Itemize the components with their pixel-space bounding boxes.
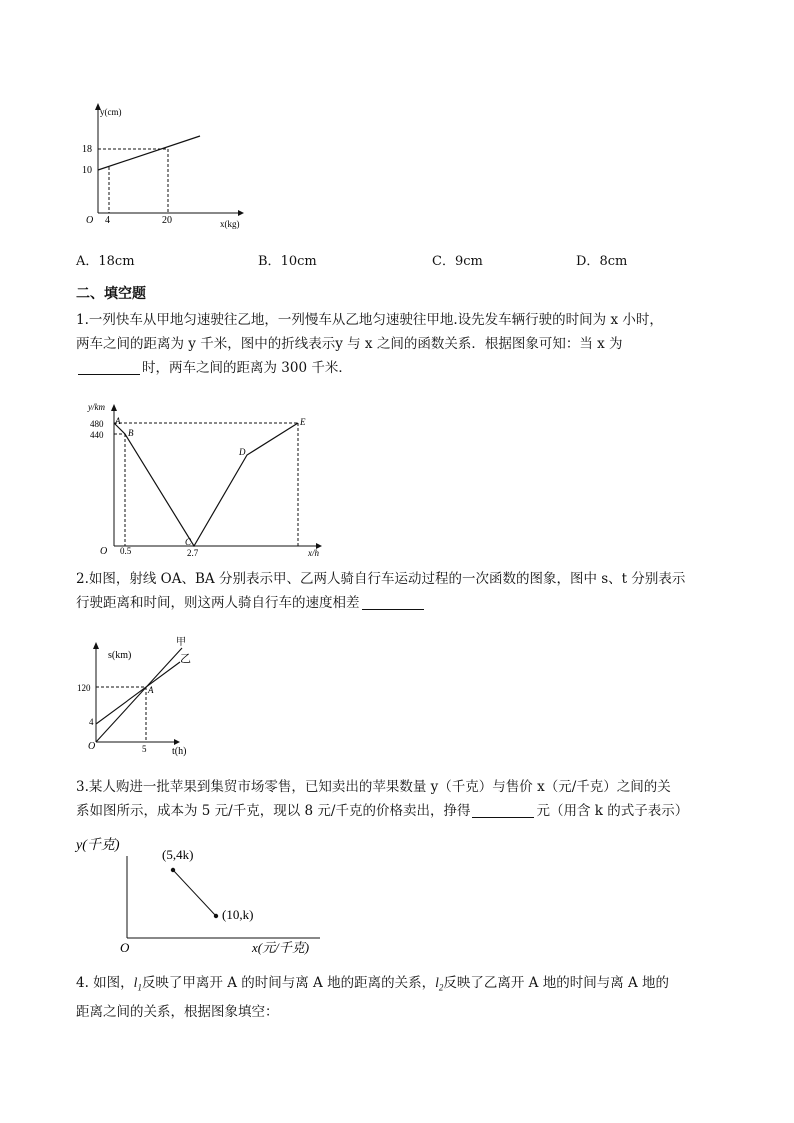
point-1 (171, 868, 175, 872)
x-axis-label: x/h (308, 548, 319, 558)
point-1-label: (5,4k) (162, 847, 194, 862)
figure-2 (84, 400, 334, 560)
figure-4 (76, 832, 336, 958)
option-b-text: 10cm (280, 254, 317, 269)
question-2 (76, 567, 685, 615)
y-tick-120: 120 (77, 683, 91, 693)
x-axis-label: x(kg) (220, 219, 240, 229)
y-tick-4: 4 (89, 717, 94, 727)
q3-line-2a: 系如图所示，成本为 5 元/千克，现以 8 元/千克的价格卖出，挣得 (76, 803, 471, 819)
y-tick-440: 440 (90, 430, 104, 440)
x-axis-arrow (238, 210, 244, 216)
option-a-letter: A． (76, 254, 99, 269)
x-axis-label: t(h) (172, 746, 187, 757)
point-2 (214, 914, 218, 918)
line-yi-label: 乙 (180, 653, 191, 665)
point-a-label: A (115, 416, 121, 426)
data-segment (173, 870, 216, 916)
y-axis-arrow (93, 642, 99, 649)
x-tick-27: 2.7 (187, 548, 199, 558)
q4-line-2: 距离之间的关系，根据图象填空： (76, 1003, 279, 1020)
answer-blank-2[interactable] (362, 595, 424, 610)
q4-rest: 反映了乙离开 A 地的时间与离 A 地的 (443, 975, 670, 991)
option-c (432, 250, 483, 269)
y-tick-10: 10 (82, 165, 92, 176)
x-axis-arrow (174, 739, 180, 745)
data-polyline (114, 423, 298, 546)
q1-line-3-row (76, 356, 663, 380)
x-tick-5: 5 (142, 744, 147, 754)
option-d-letter: D． (576, 254, 600, 269)
section-title: 二、填空题 (76, 286, 146, 302)
l1-subscript: 1 (137, 982, 142, 993)
data-line (98, 136, 200, 170)
y-tick-480: 480 (90, 419, 104, 429)
option-b (258, 250, 317, 269)
q4-prefix: 4. 如图， (76, 975, 134, 991)
y-tick-18: 18 (82, 144, 92, 155)
x-tick-20: 20 (162, 215, 172, 226)
l2-letter: l (435, 975, 439, 990)
option-d-text: 8cm (599, 254, 628, 269)
figure-2-svg (84, 400, 334, 560)
figure-3-svg (77, 634, 216, 757)
origin-label: O (88, 741, 96, 752)
x-tick-05: 0.5 (120, 546, 132, 556)
q1-line-2: 两车之间的距离为 y 千米，图中的折线表示y 与 x 之间的函数关系．根据图象可知：当 x 为 (76, 336, 623, 352)
point-d-label: D (239, 447, 246, 457)
y-axis-label: y(千克) (76, 838, 120, 853)
point-e-label: E (300, 417, 306, 427)
option-b-letter: B． (258, 254, 281, 269)
q2-line-2: 行驶距离和时间，则这两人骑自行车的速度相差 (76, 595, 360, 611)
option-a-text: 18cm (98, 254, 135, 269)
figure-4-svg (76, 832, 336, 958)
point-a-label: A (148, 685, 154, 695)
q4-line-1 (76, 971, 669, 1000)
y-axis-label: y(cm) (100, 107, 122, 117)
origin-label: O (100, 546, 108, 557)
l1-letter: l (133, 975, 138, 990)
y-axis-label: s(km) (108, 650, 132, 661)
option-c-text: 9cm (454, 254, 483, 269)
l1-symbol (133, 975, 142, 993)
x-axis-label: x(元/千克) (252, 940, 310, 955)
answer-blank-1[interactable] (78, 360, 140, 375)
question-3 (76, 775, 688, 823)
figure-1-svg (80, 103, 250, 233)
answer-blank-3[interactable] (472, 803, 534, 818)
y-axis-label: y/km (88, 402, 105, 412)
point-c-label: C (185, 537, 192, 547)
question-4 (76, 971, 669, 1024)
point-2-label: (10,k) (222, 907, 254, 922)
y-axis-arrow (111, 404, 117, 411)
origin-label: O (86, 215, 94, 226)
question-1 (76, 308, 663, 380)
point-b-label: B (128, 428, 134, 438)
q3-line-1: 3.某人购进一批苹果到集贸市场零售，已知卖出的苹果数量 y（千克）与售价 x（元/千克）之间的关 (76, 779, 671, 795)
origin-label: O (120, 940, 130, 955)
option-a (76, 250, 135, 269)
line-jia-label: 甲 (176, 637, 186, 648)
line-yi (96, 662, 180, 724)
figure-3 (77, 634, 216, 757)
q3-line-2b: 元（用含 k 的式子表示） (536, 803, 689, 819)
option-c-letter: C． (432, 254, 455, 269)
q4-mid: 反映了甲离开 A 的时间与离 A 地的距离的关系， (141, 975, 436, 991)
q2-line-2-row (76, 591, 685, 615)
l2-subscript: 2 (438, 982, 444, 993)
option-d (576, 250, 627, 269)
q1-line-1: 1.一列快车从甲地匀速驶往乙地，一列慢车从乙地匀速驶往甲地.设先发车辆行驶的时间为 x 小时， (76, 312, 663, 328)
figure-1 (80, 103, 250, 233)
q2-line-1: 2.如图，射线 OA、BA 分别表示甲、乙两人骑自行车运动过程的一次函数的图象，图中 s、t 分别表示 (76, 571, 686, 587)
q1-line-3: 时，两车之间的距离为 300 千米． (142, 360, 352, 376)
x-tick-4: 4 (105, 215, 110, 226)
q3-line-2-row (76, 799, 688, 823)
line-jia (96, 648, 182, 742)
